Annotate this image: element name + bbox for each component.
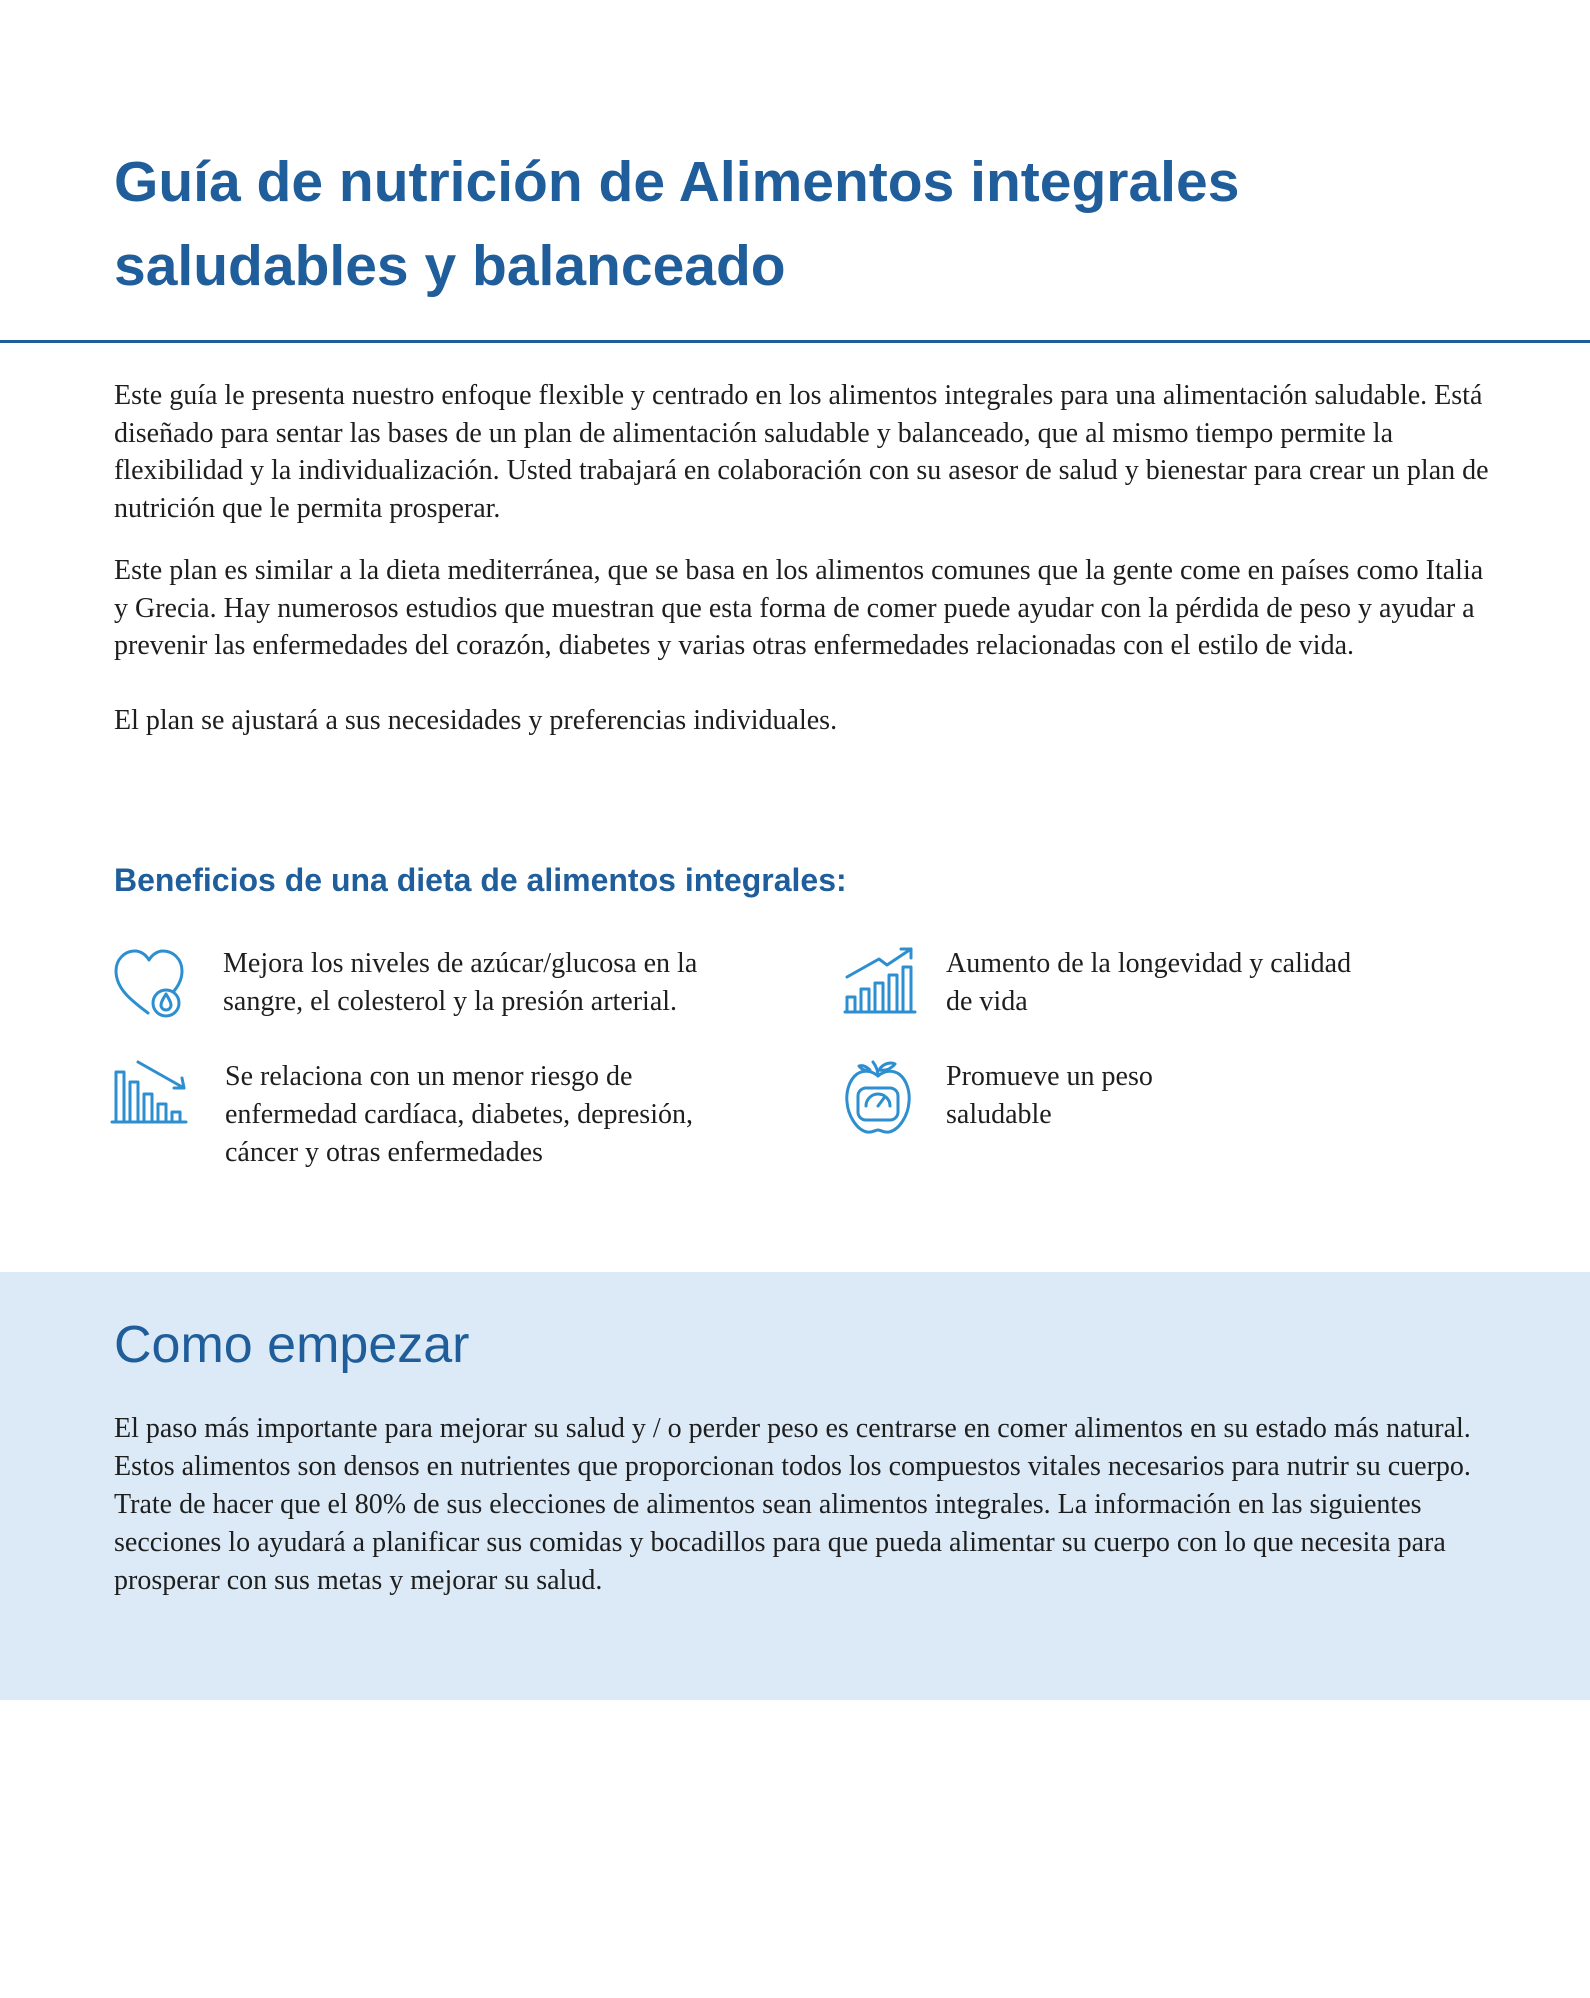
benefit-item-disease-risk	[110, 1058, 790, 1188]
benefit-text-line: de vida	[946, 986, 1028, 1017]
benefit-text	[225, 1058, 693, 1172]
getting-started-body: El paso más importante para mejorar su salud y / o perder peso es centrarse en comer alimentos en su estado más natural. Estos alimentos son densos en nutrientes que proporcionan todos los compuestos vitales necesarios para nutrir su cuerpo. Trate de hacer que el 80% de sus elecciones de alimentos sean alimentos integrales. La información en las siguientes secciones lo ayudará a planificar sus comidas y bocadillos para que pueda alimentar su cuerpo con lo que necesita para prosperar con sus metas y mejorar su salud.	[114, 1413, 1471, 1596]
page-title-line-1: Guía de nutrición de Alimentos integrales	[114, 150, 1240, 214]
benefit-text-line: Se relaciona con un menor riesgo de	[225, 1061, 633, 1092]
getting-started-panel	[0, 1272, 1590, 1700]
intro-paragraph-2: Este plan es similar a la dieta mediterránea, que se basa en los alimentos comunes que la gente come en países como Italia y Grecia. Hay numerosos estudios que muestran que esta forma de comer puede ayudar con la pérdida de peso y ayudar a prevenir las enfermedades del corazón, diabetes y varias otras enfermedades relacionadas con el estilo de vida.	[114, 555, 1484, 661]
benefit-item-longevity	[843, 945, 1483, 1035]
benefit-text-line: saludable	[946, 1099, 1052, 1130]
falling-bar-chart-icon	[110, 1058, 190, 1128]
getting-started-heading: Como empezar	[114, 1316, 470, 1374]
intro-paragraph-1: Este guía le presenta nuestro enfoque flexible y centrado en los alimentos integrales para una alimentación saludable. Está diseñado para sentar las bases de un plan de alimentación saludable y balanceado, que al mismo tiempo permite la flexibilidad y la individualización. Usted trabajará en colaboración con su asesor de salud y bienestar para crear un plan de nutrición que le permita prosperar.	[114, 380, 1489, 524]
apple-scale-icon	[843, 1058, 913, 1136]
page-title-line-2: saludables y balanceado	[114, 234, 786, 298]
benefit-text	[223, 945, 697, 1021]
benefit-text-line: cáncer y otras enfermedades	[225, 1137, 543, 1168]
benefit-text	[946, 945, 1351, 1021]
page-title	[114, 140, 1534, 308]
intro-section	[114, 377, 1494, 739]
benefit-text	[946, 1058, 1153, 1134]
rising-bar-chart-icon	[843, 945, 919, 1015]
benefit-text-line: Mejora los niveles de azúcar/glucosa en la	[223, 948, 698, 979]
benefit-text-line: Promueve un peso	[946, 1061, 1153, 1092]
heart-drop-icon	[110, 945, 188, 1023]
benefits-heading: Beneficios de una dieta de alimentos integrales:	[114, 862, 847, 898]
benefit-text-line: Aumento de la longevidad y calidad	[946, 948, 1352, 979]
title-divider	[0, 340, 1590, 343]
intro-paragraph-3: El plan se ajustará a sus necesidades y preferencias individuales.	[114, 704, 838, 736]
benefit-item-blood-levels	[110, 945, 790, 1035]
benefit-item-healthy-weight	[843, 1058, 1483, 1148]
benefit-text-line: sangre, el colesterol y la presión arterial.	[223, 986, 678, 1017]
benefit-text-line: enfermedad cardíaca, diabetes, depresión,	[225, 1099, 693, 1130]
